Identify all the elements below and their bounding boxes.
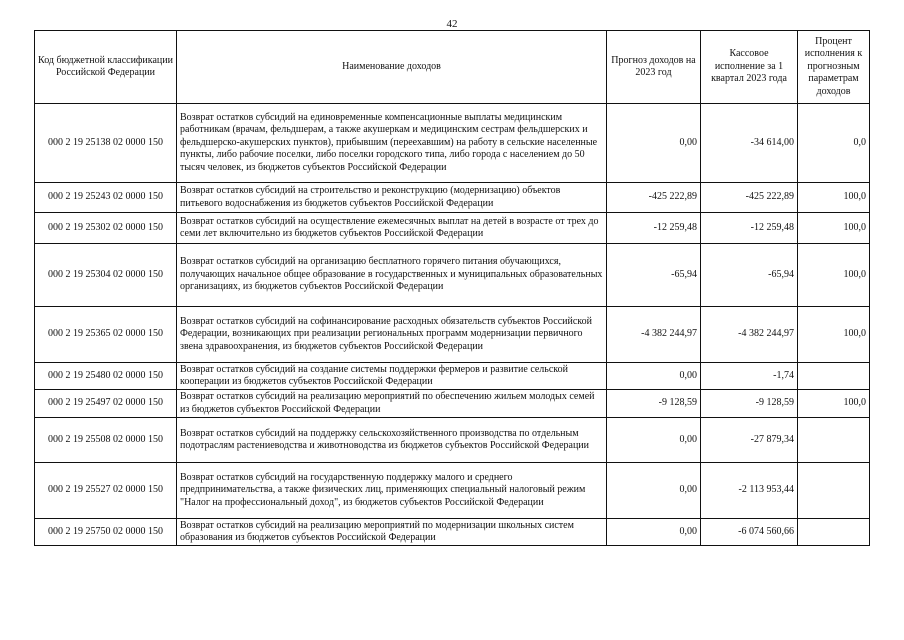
budget-code: 000 2 19 25497 02 0000 150 <box>35 390 177 418</box>
header-actual: Кассовое исполнение за 1 квартал 2023 года <box>701 31 798 104</box>
revenue-name: Возврат остатков субсидий на строительство и реконструкцию (модернизацию) объектов питьевого водоснабжения из бюджетов субъектов Российской Федерации <box>177 183 607 213</box>
percent-value: 100,0 <box>798 244 870 307</box>
table-row <box>35 519 870 546</box>
percent-value: 100,0 <box>798 390 870 418</box>
percent-value <box>798 418 870 463</box>
header-percent: Процент исполнения к прогнозным параметрам доходов <box>798 31 870 104</box>
actual-value: -9 128,59 <box>701 390 798 418</box>
revenue-name: Возврат остатков субсидий на организацию бесплатного горячего питания обучающихся, получающих начальное общее образование в государственных и муниципальных образовательных организациях, из бюджетов субъектов Российской Федерации <box>177 244 607 307</box>
table-row <box>35 307 870 363</box>
revenue-name: Возврат остатков субсидий на государственную поддержку малого и среднего предпринимательства, а также физических лиц, применяющих специальный налоговый режим "Налог на профессиональный доход", из бюджетов субъектов Российской Федерации <box>177 463 607 519</box>
table-row <box>35 213 870 244</box>
table-row <box>35 363 870 390</box>
revenue-table <box>34 30 870 546</box>
table-row <box>35 104 870 183</box>
revenue-name: Возврат остатков субсидий на реализацию мероприятий по модернизации школьных систем образования из бюджетов субъектов Российской Федерации <box>177 519 607 546</box>
budget-code: 000 2 19 25508 02 0000 150 <box>35 418 177 463</box>
header-forecast: Прогноз доходов на 2023 год <box>607 31 701 104</box>
table-row <box>35 244 870 307</box>
table-row <box>35 183 870 213</box>
forecast-value: -4 382 244,97 <box>607 307 701 363</box>
budget-code: 000 2 19 25750 02 0000 150 <box>35 519 177 546</box>
actual-value: -6 074 560,66 <box>701 519 798 546</box>
header-name: Наименование доходов <box>177 31 607 104</box>
budget-code: 000 2 19 25480 02 0000 150 <box>35 363 177 390</box>
forecast-value: -9 128,59 <box>607 390 701 418</box>
revenue-name: Возврат остатков субсидий на реализацию мероприятий по обеспечению жильем молодых семей из бюджетов субъектов Российской Федерации <box>177 390 607 418</box>
actual-value: -2 113 953,44 <box>701 463 798 519</box>
percent-value <box>798 463 870 519</box>
actual-value: -4 382 244,97 <box>701 307 798 363</box>
forecast-value: 0,00 <box>607 463 701 519</box>
header-code: Код бюджетной классификации Российской Федерации <box>35 31 177 104</box>
actual-value: -34 614,00 <box>701 104 798 183</box>
actual-value: -65,94 <box>701 244 798 307</box>
revenue-name: Возврат остатков субсидий на единовременные компенсационные выплаты медицинским работникам (врачам, фельдшерам, а также акушеркам и медицинским сестрам фельдшерских и фельдшерско-акушерских пунктов), прибывшим (переехавшим) на работу в сельские населенные пункты, либо рабочие поселки, либо поселки городского типа, либо города с населением до 50 тысяч человек, из бюджетов субъектов Российской Федерации <box>177 104 607 183</box>
budget-code: 000 2 19 25302 02 0000 150 <box>35 213 177 244</box>
revenue-name: Возврат остатков субсидий на осуществление ежемесячных выплат на детей в возрасте от трех до семи лет включительно из бюджетов субъектов Российской Федерации <box>177 213 607 244</box>
revenue-name: Возврат остатков субсидий на создание системы поддержки фермеров и развитие сельской кооперации из бюджетов субъектов Российской Федерации <box>177 363 607 390</box>
revenue-name: Возврат остатков субсидий на софинансирование расходных обязательств субъектов Российской Федерации, возникающих при реализации региональных программ модернизации первичного звена здравоохранения, из бюджетов субъектов Российской Федерации <box>177 307 607 363</box>
budget-code: 000 2 19 25365 02 0000 150 <box>35 307 177 363</box>
page-number: 42 <box>446 18 458 30</box>
table-header-row <box>35 31 870 104</box>
budget-code: 000 2 19 25243 02 0000 150 <box>35 183 177 213</box>
actual-value: -27 879,34 <box>701 418 798 463</box>
percent-value <box>798 363 870 390</box>
percent-value: 100,0 <box>798 213 870 244</box>
percent-value: 100,0 <box>798 183 870 213</box>
forecast-value: -65,94 <box>607 244 701 307</box>
budget-code: 000 2 19 25138 02 0000 150 <box>35 104 177 183</box>
percent-value <box>798 519 870 546</box>
forecast-value: 0,00 <box>607 363 701 390</box>
percent-value: 0,0 <box>798 104 870 183</box>
revenue-name: Возврат остатков субсидий на поддержку сельскохозяйственного производства по отдельным подотраслям растениеводства и животноводства из бюджетов субъектов Российской Федерации <box>177 418 607 463</box>
actual-value: -12 259,48 <box>701 213 798 244</box>
forecast-value: 0,00 <box>607 418 701 463</box>
actual-value: -1,74 <box>701 363 798 390</box>
actual-value: -425 222,89 <box>701 183 798 213</box>
forecast-value: -425 222,89 <box>607 183 701 213</box>
table-row <box>35 390 870 418</box>
table-row <box>35 463 870 519</box>
table-row <box>35 418 870 463</box>
forecast-value: 0,00 <box>607 519 701 546</box>
budget-code: 000 2 19 25527 02 0000 150 <box>35 463 177 519</box>
forecast-value: -12 259,48 <box>607 213 701 244</box>
forecast-value: 0,00 <box>607 104 701 183</box>
budget-code: 000 2 19 25304 02 0000 150 <box>35 244 177 307</box>
percent-value: 100,0 <box>798 307 870 363</box>
